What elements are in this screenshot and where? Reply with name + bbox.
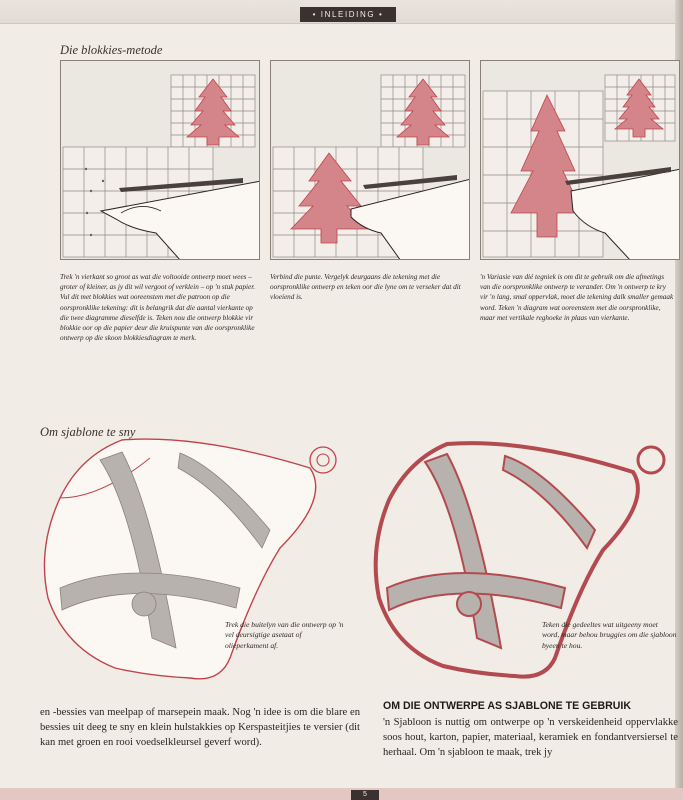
caption-step-3: 'n Variasie van dié tegniek is om dit te gebruik om die afmetings van die oorspronklike ontwerp te verander. Om 'n ontwerp te kry vir 'n lang, smal oppervlak, moet die tekening dalk smaller gemaak word. Teken 'n diagram wat ooreenstem met die oorspronklike, maar met vertikale reghoeke in plaas van vierkante. [480,273,674,322]
illustration-panel-1 [60,60,260,260]
section-title-stencils: Om sjablone te sny [40,425,136,439]
illustration-panel-2 [270,60,470,260]
bell-ring-icon [638,447,664,473]
caption-step-2: Verbind die punte. Vergelyk deurgaans die tekening met die oorspronklike ontwerp en teken oor die lyne om te verseker dat dit vloeiend is. [270,273,461,302]
caption-bell-outline: Trek die buitelyn van die ontwerp op 'n vel deursigtige asetaat of olieperkament af. [225,620,344,650]
grid-method-step2-svg [271,61,470,260]
footer-bar [0,788,683,800]
body-text-right: 'n Sjabloon is nuttig om ontwerpe op 'n verskeidenheid oppervlakke soos hout, karton, papier, materiaal, keramiek en fondantversiersel te herhaal. Om 'n sjabloon te maak, trek jy [383,717,678,758]
heading-stencils: OM DIE ONTWERPE AS SJABLONE TE GEBRUIK [383,700,631,712]
section-header-tag: • INLEIDING • [300,7,396,22]
bell-ring-icon [310,447,336,473]
body-text-left: en -bessies van meelpap of marsepein maak. Nog 'n idee is om die blare en bessies uit deeg te sny en klein hulstakkies op Kerspasteitjies te versier (dit kan met groen en rooi voedselkleursel geverf word). [40,707,360,748]
page-number: 5 [351,790,379,800]
caption-step-1: Trek 'n vierkant so groot as wat die voltooide ontwerp moet wees – groter of kleiner, as jy dit wil vergoot of verklein – op 'n stuk papier. Vul dit met blokkies wat ooreenstem met die patroon op die oorspronklike tekening: dit is belangrik dat die aantal vierkante op die twee diagramme dieselfde is. Teken nou die ontwerp blokkie vir blokkie oor op die papier deur die kruispunte van die oorspronklike ontwerp op die skoon blokkiesdiagram te merk. [60,273,256,343]
grid-method-step1-svg [61,61,260,260]
section-title-grid-method: Die blokkies-metode [60,43,163,57]
caption-bell-stencil: Teken die gedeeltes wat uitgeeny moet word, maar behou bruggies om die sjabloon byeen te hou. [542,620,677,650]
grid-method-step3-svg [481,61,680,260]
illustration-panel-3 [480,60,680,260]
